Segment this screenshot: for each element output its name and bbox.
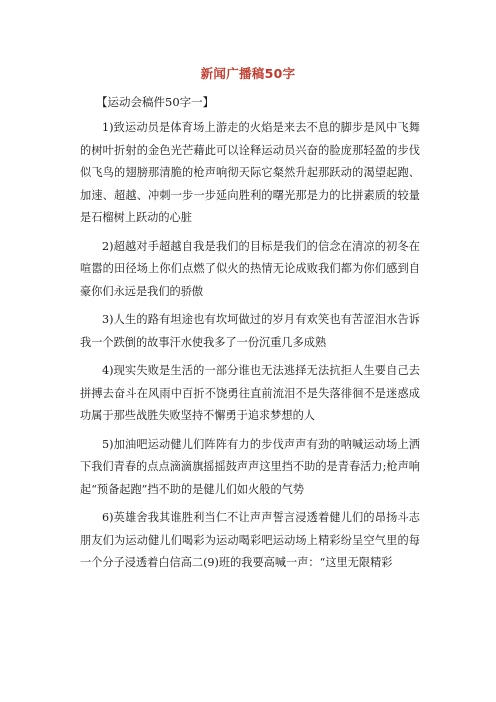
document-title: 新闻广播稿50字: [200, 66, 296, 81]
paragraph-1: 1)致运动员是体育场上游走的火焰是来去不息的脚步是风中飞舞的树叶折射的金色光芒藉此可以诠释运动员兴奋的脸庞那轻盈的步伐似飞鸟的翅膀那清脆的枪声响彻天际它粲然升起那跃动的渴望起跑、加速、超越、冲刺一步一步延向胜利的曙光那是力的比拼素质的较量是石榴树上跃动的心脏: [80, 121, 420, 224]
paragraph-6: 6)英雄舍我其谁胜利当仁不让声声誓言浸透着健儿们的昂扬斗志朋友们为运动健儿们喝彩为运动喝彩吧运动场上精彩纷呈空气里的每一个分子浸透着白信高二(9)班的我要高喊一声：“这里无限精彩: [80, 511, 420, 569]
section-heading: 【运动会稿件50字一】: [96, 95, 215, 109]
paragraph-3: 3)人生的路有坦途也有坎坷做过的岁月有欢笑也有苦涩泪水告诉我一个跌倒的故事汗水使我多了一份沉重几多成熟: [80, 313, 420, 349]
paragraph-5: 5)加油吧运动健儿们阵阵有力的步伐声声有劲的呐喊运动场上洒下我们青春的点点滴滴旗摇摇鼓声声这里挡不助的是青春活力;枪声响起“预备起跑”挡不助的是健儿们如火般的气势: [80, 437, 420, 496]
paragraph-4: 4)现实失败是生活的一部分谁也无法逃择无法抗拒人生要自己去拼搏去奋斗在风雨中百折不饶勇往直前流泪不是失落徘徊不是迷惑成功属于那些战胜失败坚持不懈勇于追求梦想的人: [80, 364, 420, 422]
paragraph-2: 2)超越对手超越自我是我们的目标是我们的信念在清凉的初冬在喧嚣的田径场上你们点燃了似火的热情无论成败我们都为你们感到自豪你们永远是我们的骄傲: [80, 239, 420, 298]
document-body: [80, 117, 420, 581]
